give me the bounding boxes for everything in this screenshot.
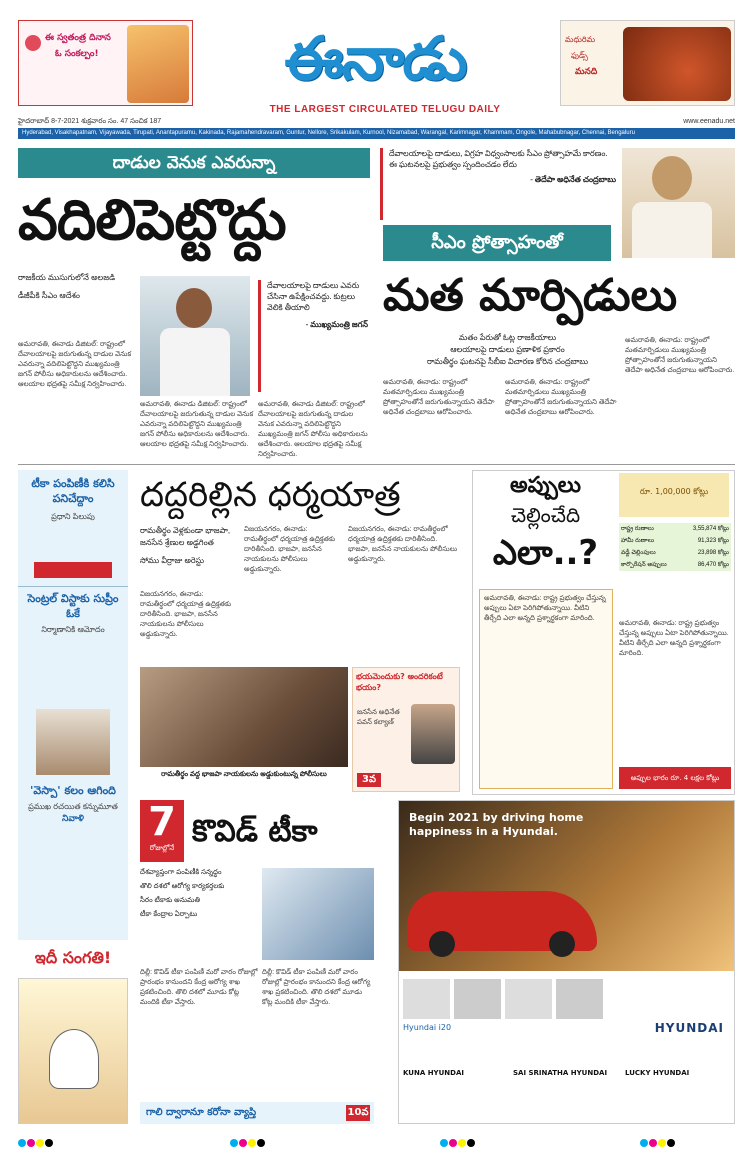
covid-body-col1: దిల్లీ: కొవిడ్ టీకా పంపిణీ మరో వారం రోజుల్లో ప్రారంభం కానుందని కేంద్ర ఆరోగ్య శాఖ ప్రకటించింది. తొలి దశలో మూడు కోట్ల మందికి టీకా వేస్తారు. bbox=[140, 969, 258, 1006]
cbn-photo bbox=[622, 148, 735, 258]
covid-page-badge[interactable]: 10వ bbox=[346, 1105, 370, 1121]
sidebar-item1-title[interactable]: టీకా పంపిణీకి కలిసి పనిచేద్దాం bbox=[31, 477, 115, 505]
sidebar-item2-title[interactable]: సెంట్రల్ విస్టాకు సుప్రీం ఓకే bbox=[18, 586, 128, 625]
lead-body-col1: అమరావతి, ఈనాడు డిజిటల్: రాష్ట్రంలో దేవాలయాలపై జరుగుతున్న దాడుల వెనుక ఎవరున్నా వదిలిపెట్టొద్దని ముఖ్యమంత్రి జగన్ పోలీసు అధికారులను ఆదేశించారు. ఆలయాల భద్రతపై సమీక్ష నిర్వహించారు. bbox=[18, 341, 132, 388]
sidebar-item3-sub: ప్రముఖ రచయిత కన్నుమూత bbox=[28, 802, 118, 811]
sidebar-item1-sub: ప్రధాని పిలుపు bbox=[51, 512, 95, 521]
debt-box bbox=[472, 470, 735, 795]
jagan-photo bbox=[140, 276, 250, 396]
lead-quote-attr: - ముఖ్యమంత్రి జగన్ bbox=[305, 320, 368, 329]
dharma-bullet-1: రామతీర్థం వెళ్లకుండా భాజపా, జనసేన శ్రేణుల అడ్డగింత bbox=[140, 526, 231, 547]
debt-row: కార్పొరేషన్ అప్పులు 86,470 కోట్లు bbox=[621, 562, 729, 568]
debt-row: రాష్ట్ర రుణాలు 3,55,874 కోట్లు bbox=[621, 526, 729, 532]
cartoon-image bbox=[18, 978, 128, 1124]
debt-badge: రూ. 1,00,000 కోట్లు bbox=[619, 473, 729, 517]
editions-strip: Hyderabad, Visakhapatnam, Vijayawada, Tirupati, Anantapuramu, Kakinada, Rajamahendravaram, Guntur, Nellore, Srikakulam, Kurnool, Nizamabad, Warangal, Karimnagar, Khammam, Ongole, Mahabubnagar, Chennai, Bengaluru bbox=[18, 128, 735, 139]
second-bullet-3: రామతీర్థం ఘటనపై సీబీఐ విచారణ కోరిన చంద్రబాబు bbox=[427, 357, 588, 366]
dharma-bullets bbox=[140, 525, 238, 567]
lead-quote-text: దేవాలయాలపై దాడులు ఎవరు చేసినా ఉపేక్షించవద్దు. కుట్రలు వెలికి తీయాలి bbox=[267, 281, 360, 312]
lead-quote bbox=[258, 280, 368, 392]
debt-row: హామీ రుణాలు 91,323 కోట్లు bbox=[621, 538, 729, 544]
debt-kicker: అప్పులు bbox=[510, 473, 581, 498]
covid-footer[interactable] bbox=[140, 1102, 374, 1124]
food-image bbox=[623, 27, 731, 101]
registration-marks bbox=[18, 1132, 54, 1151]
second-kicker: సీఎం ప్రోత్సాహంతో bbox=[383, 225, 611, 261]
pawan-sub: జనసేన అధినేత పవన్ కల్యాణ్ bbox=[357, 709, 400, 726]
masthead-tagline: THE LARGEST CIRCULATED TELUGU DAILY bbox=[269, 104, 501, 115]
cbn-quote bbox=[380, 148, 616, 220]
pawan-box[interactable] bbox=[352, 667, 460, 792]
second-body-col3: అమరావతి, ఈనాడు: రాష్ట్రంలో మతమార్పిడులు ముఖ్యమంత్రి ప్రోత్సాహంతోనే జరుగుతున్నాయని తెదేపా అధినేత చంద్రబాబు ఆరోపించారు. bbox=[625, 337, 735, 374]
dharma-body-col3: విజయనగరం, ఈనాడు: రామతీర్థంలో ధర్మయాత్ర ఉద్రిక్తతకు దారితీసింది. భాజపా, జనసేన నాయకులను పోలీసులు అడ్డుకున్నారు. bbox=[348, 526, 458, 563]
registration-marks bbox=[640, 1132, 676, 1151]
ad-right[interactable] bbox=[560, 20, 735, 106]
lead-bullets bbox=[18, 272, 134, 302]
registration-marks bbox=[230, 1132, 266, 1151]
second-headline[interactable]: మత మార్పిడులు bbox=[383, 270, 678, 321]
ad-right-line3: మనది bbox=[575, 67, 598, 77]
second-body-col2: అమరావతి, ఈనాడు: రాష్ట్రంలో మతమార్పిడులు ముఖ్యమంత్రి ప్రోత్సాహంతోనే జరుగుతున్నాయని తెదేపా అధినేత చంద్రబాబు ఆరోపించారు. bbox=[505, 379, 617, 416]
ad-right-brand: మధురిమ bbox=[565, 35, 596, 44]
dharma-body-col2: విజయనగరం, ఈనాడు: రామతీర్థంలో ధర్మయాత్ర ఉద్రిక్తతకు దారితీసింది. భాజపా, జనసేన నాయకులను పోలీసులు అడ్డుకున్నారు. bbox=[244, 526, 336, 573]
second-bullets bbox=[395, 332, 620, 368]
writer-photo bbox=[36, 709, 110, 775]
police-photo bbox=[140, 667, 348, 767]
covid-footer-text: గాలి ద్వారానూ కరోనా వ్యాప్తి bbox=[146, 1107, 257, 1118]
ad-thumb bbox=[34, 562, 112, 578]
ad-right-line2: ఫుడ్స్ bbox=[571, 51, 588, 60]
hyundai-logo: HYUNDAI bbox=[654, 1021, 724, 1035]
dharma-body-col1: విజయనగరం, ఈనాడు: రామతీర్థంలో ధర్మయాత్ర ఉద్రిక్తతకు దారితీసింది. భాజపా, జనసేన నాయకులను పోలీసులు అడ్డుకున్నారు. bbox=[140, 591, 232, 638]
dealer-1: KUNA HYUNDAI bbox=[403, 1069, 465, 1077]
dharma-headline[interactable]: దద్దరిల్లిన ధర్మయాత్ర bbox=[140, 475, 401, 515]
heart-icon bbox=[25, 35, 41, 51]
lead-body-col2: అమరావతి, ఈనాడు డిజిటల్: రాష్ట్రంలో దేవాలయాలపై జరుగుతున్న దాడుల వెనుక ఎవరున్నా వదిలిపెట్టొద్దని ముఖ్యమంత్రి జగన్ పోలీసు అధికారులను ఆదేశించారు. ఆలయాల భద్రతపై సమీక్ష నిర్వహించారు. bbox=[140, 401, 254, 448]
ad-left[interactable] bbox=[18, 20, 193, 106]
dharma-bullet-2: సోము వీర్రాజు అరెస్టు bbox=[140, 556, 205, 565]
pawan-photo bbox=[411, 704, 455, 764]
covid-bullet-3: సీరం టీకాకు అనుమతి bbox=[140, 897, 200, 904]
dealer-3: LUCKY HYUNDAI bbox=[625, 1069, 690, 1077]
pawan-quote: భయమెందుకు? అందరికంటే భయం? bbox=[356, 672, 443, 692]
covid-headline[interactable]: కొవిడ్ టీకా bbox=[192, 814, 318, 849]
hyundai-lineup bbox=[403, 979, 603, 1019]
hyundai-headline: Begin 2021 by driving home happiness in a Hyundai. bbox=[409, 811, 584, 838]
covid-badge bbox=[140, 800, 184, 862]
second-body-col1: అమరావతి, ఈనాడు: రాష్ట్రంలో మతమార్పిడులు ముఖ్యమంత్రి ప్రోత్సాహంతోనే జరుగుతున్నాయని తెదేపా అధినేత చంద్రబాబు ఆరోపించారు. bbox=[383, 379, 495, 416]
ad-left-image bbox=[127, 25, 189, 103]
divider-1 bbox=[18, 464, 735, 465]
masthead-title: ఈనాడు bbox=[284, 24, 466, 94]
pawan-page-badge[interactable]: 3వ bbox=[357, 773, 381, 787]
lead-body-col3: అమరావతి, ఈనాడు డిజిటల్: రాష్ట్రంలో దేవాలయాలపై జరుగుతున్న దాడుల వెనుక ఎవరున్నా వదిలిపెట్టొద్దని ముఖ్యమంత్రి జగన్ పోలీసు అధికారులను ఆదేశించారు. ఆలయాల భద్రతపై సమీక్ష నిర్వహించారు. bbox=[258, 401, 368, 458]
covid-bullets bbox=[140, 868, 258, 920]
second-bullet-1: మతం పేరుతో ఓట్ల రాజకీయాలు bbox=[458, 333, 557, 342]
car-thumb bbox=[403, 979, 450, 1019]
lead-kicker: దాడుల వెనుక ఎవరున్నా bbox=[18, 148, 370, 178]
hyundai-offer: Hyundai i20 bbox=[403, 1023, 452, 1032]
lead-bullet-2: డీజీపీకి సీఎం ఆదేశం bbox=[18, 291, 80, 300]
covid-bullet-1: దేశవ్యాప్తంగా పంపిణీకి సన్నద్ధం bbox=[140, 869, 222, 876]
sidebar-item3-attr: నివాళి bbox=[62, 814, 84, 824]
sidebar-item2-sub: నిర్మాణానికి ఆమోదం bbox=[41, 625, 105, 634]
vaccine-photo bbox=[262, 868, 374, 960]
cbn-quote-attr: - తెదేపా అధినేత చంద్రబాబు bbox=[530, 175, 616, 184]
registration-marks bbox=[440, 1132, 476, 1151]
ad-left-text2: ఓ సంకల్పం! bbox=[55, 49, 99, 59]
debt-inset bbox=[479, 589, 613, 789]
second-bullet-2: ఆలయాలపై దాడులు ప్రణాళిక ప్రకారం bbox=[450, 345, 565, 354]
debt-row: వడ్డీ చెల్లింపులు 23,898 కోట్లు bbox=[621, 550, 729, 556]
ad-left-text1: ఈ స్వతంత్ర దినాన bbox=[45, 33, 111, 43]
covid-bullet-4: టీకా కేంద్రాల ఏర్పాటు bbox=[140, 911, 198, 918]
sidebar-item3-title[interactable]: 'వెస్పా' కలం ఆగింది bbox=[30, 784, 116, 797]
debt-line2: చెల్లించేది bbox=[510, 503, 581, 527]
covid-bullet-2: తొలి దశలో ఆరోగ్య కార్యకర్తలకు bbox=[140, 883, 225, 890]
debt-body: అమరావతి, ఈనాడు: రాష్ట్ర ప్రభుత్వం చేస్తున్న అప్పులు ఏటా పెరిగిపోతున్నాయి. వీటిని తీర్చేది ఎలా అన్నది ప్రశ్నార్థకంగా మారింది. bbox=[619, 620, 729, 657]
car-thumb bbox=[454, 979, 501, 1019]
hyundai-hero bbox=[399, 801, 734, 971]
covid-body-col2: దిల్లీ: కొవిడ్ టీకా పంపిణీ మరో వారం రోజుల్లో ప్రారంభం కానుందని కేంద్ర ఆరోగ్య శాఖ ప్రకటించింది. తొలి దశలో మూడు కోట్ల మందికి టీకా వేస్తారు. bbox=[262, 969, 371, 1006]
lead-bullet-1: రాజకీయ ముసుగులోనే అలజడి bbox=[18, 273, 115, 282]
covid-badge-number: 7 bbox=[148, 799, 176, 845]
cartoon-title: ఇదీ సంగతి! bbox=[34, 948, 112, 967]
hyundai-ad[interactable] bbox=[398, 800, 735, 1124]
car-thumb bbox=[505, 979, 552, 1019]
debt-table bbox=[619, 523, 731, 571]
dateline-left: హైదరాబాద్ 8-7-2021 శుక్రవారం సం. 47 సంచిక 187 bbox=[18, 118, 162, 125]
covid-badge-sub: రోజుల్లోనే bbox=[149, 844, 175, 852]
lead-headline[interactable]: వదిలిపెట్టొద్దు bbox=[18, 187, 286, 253]
dateline-right[interactable]: www.eenadu.net bbox=[683, 118, 735, 125]
car-thumb bbox=[556, 979, 603, 1019]
dharma-caption: రామతీర్థం వద్ద భాజపా నాయకులను అడ్డుకుంటున్న పోలీసులు bbox=[161, 771, 327, 778]
debt-line3[interactable]: ఎలా..? bbox=[492, 533, 599, 573]
sidebar bbox=[18, 470, 128, 940]
cbn-quote-text: దేవాలయాలపై దాడులు, విగ్రహ విధ్వంసాలకు సీఎం ప్రోత్సాహమే కారణం. ఈ ఘటనలపై ప్రభుత్వం స్పందించడం లేదు bbox=[389, 149, 608, 169]
debt-footer[interactable]: అప్పుల భారం రూ. 4 లక్షల కోట్లు bbox=[619, 767, 731, 789]
wheel-icon bbox=[549, 931, 575, 957]
wheel-icon bbox=[429, 931, 455, 957]
debt-inset-text: అమరావతి, ఈనాడు: రాష్ట్ర ప్రభుత్వం చేస్తున్న అప్పులు ఏటా పెరిగిపోతున్నాయి. వీటిని తీర్చేది ఎలా అన్నది ప్రశ్నార్థకంగా మారింది. bbox=[484, 595, 606, 622]
dealer-2: SAI SRINATHA HYUNDAI bbox=[513, 1069, 608, 1077]
